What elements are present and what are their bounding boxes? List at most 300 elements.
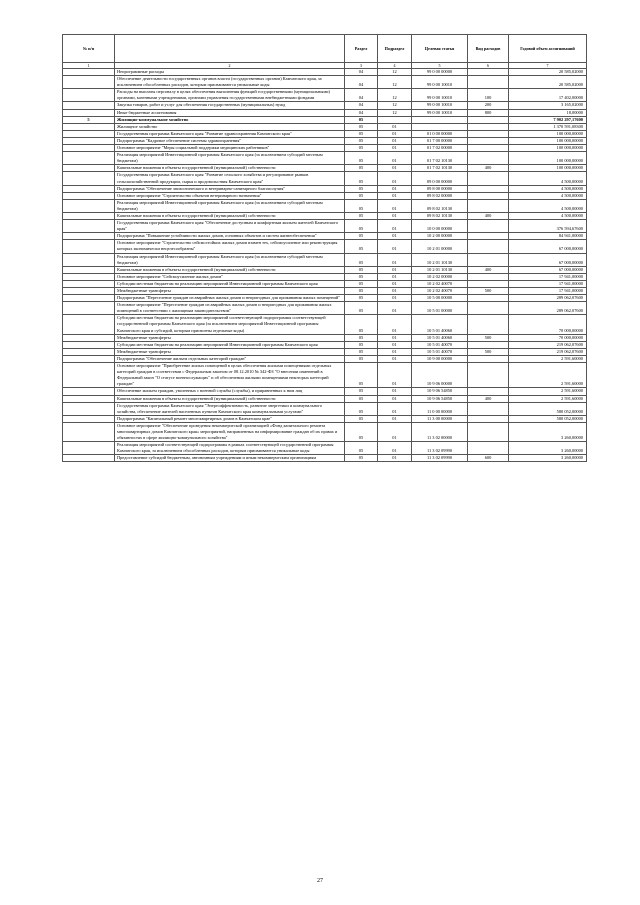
row-description: Жилищно-коммунальное хозяйство [115, 116, 345, 123]
budget-table-sheet [62, 34, 586, 462]
row-number [63, 455, 115, 462]
row-section: 04 [345, 89, 378, 102]
row-target-article: 99 0 00 10010 [412, 89, 468, 102]
row-section: 04 [345, 76, 378, 89]
table-row [63, 89, 587, 102]
row-number [63, 185, 115, 192]
table-row [63, 145, 587, 152]
row-number [63, 355, 115, 362]
row-target-article: 99 0 00 10010 [412, 102, 468, 109]
row-number [63, 123, 115, 130]
row-description: Государственная программа Камчатского края "Энергоэффективность, развитие энергетики и коммунального хозяйства, обеспечение жителей населенных пунктов Камчатского края коммунальными услугами" [115, 402, 345, 415]
row-description: Непрограммные расходы [115, 69, 345, 76]
row-target-article: 10 2 02 00000 [412, 273, 468, 280]
row-expense-type [468, 422, 509, 441]
row-number [63, 145, 115, 152]
row-subsection: 12 [378, 69, 412, 76]
row-amount: 289 062,07600 [509, 302, 587, 315]
row-subsection: 01 [378, 388, 412, 395]
table-row [63, 266, 587, 273]
row-target-article: 10 2 01 10130 [412, 266, 468, 273]
row-subsection: 01 [378, 334, 412, 341]
row-amount: 2 591,60000 [509, 363, 587, 388]
row-amount: 100 000,00000 [509, 145, 587, 152]
column-number: 2 [115, 63, 345, 69]
column-number: 3 [345, 63, 378, 69]
row-description: Капитальные вложения в объекты государственной (муниципальной) собственности [115, 395, 345, 402]
row-subsection: 01 [378, 402, 412, 415]
table-row [63, 233, 587, 240]
column-number: 7 [509, 63, 587, 69]
row-amount: 20 585,02000 [509, 69, 587, 76]
row-expense-type: 400 [468, 212, 509, 219]
row-section: 05 [345, 363, 378, 388]
row-target-article: 10 2 02 40070 [412, 288, 468, 295]
row-subsection: 01 [378, 240, 412, 253]
column-number: 1 [63, 63, 115, 69]
table-row [63, 116, 587, 123]
row-target-article: 09 8 02 10130 [412, 199, 468, 212]
row-expense-type [468, 295, 509, 302]
row-subsection: 01 [378, 455, 412, 462]
row-subsection [378, 116, 412, 123]
row-target-article: 10 5 01 40060 [412, 315, 468, 334]
row-subsection: 01 [378, 302, 412, 315]
row-section: 05 [345, 341, 378, 348]
row-number [63, 253, 115, 266]
row-subsection: 01 [378, 137, 412, 144]
row-subsection: 01 [378, 348, 412, 355]
row-subsection: 01 [378, 266, 412, 273]
table-row [63, 240, 587, 253]
row-expense-type [468, 388, 509, 395]
row-section: 05 [345, 348, 378, 355]
row-target-article: 10 5 01 40070 [412, 348, 468, 355]
header-section: Раздел [345, 35, 378, 63]
row-number [63, 130, 115, 137]
row-subsection: 01 [378, 212, 412, 219]
row-section: 04 [345, 109, 378, 116]
row-amount: 3 260,00000 [509, 442, 587, 455]
row-description: Субсидии местным бюджетам на реализацию мероприятий Инвестиционной программы Камчатского края [115, 341, 345, 348]
row-section: 04 [345, 102, 378, 109]
table-row [63, 212, 587, 219]
row-amount: 4 500,00000 [509, 199, 587, 212]
row-expense-type [468, 415, 509, 422]
row-target-article: 10 2 02 40070 [412, 280, 468, 287]
column-number: 5 [412, 63, 468, 69]
row-expense-type [468, 315, 509, 334]
row-amount: 84 941,00000 [509, 233, 587, 240]
row-subsection: 01 [378, 288, 412, 295]
row-description: Подпрограмма "Капитальный ремонт многоквартирных домов в Камчатском крае" [115, 415, 345, 422]
table-row [63, 341, 587, 348]
table-row [63, 355, 587, 362]
row-target-article: 10 5 01 40070 [412, 341, 468, 348]
row-expense-type: 200 [468, 102, 509, 109]
row-target-article: 10 2 01 00000 [412, 240, 468, 253]
row-number [63, 102, 115, 109]
column-number: 4 [378, 63, 412, 69]
row-amount: 100 000,00000 [509, 152, 587, 165]
row-expense-type [468, 240, 509, 253]
row-number [63, 334, 115, 341]
row-subsection: 01 [378, 145, 412, 152]
header-volume: Годовой объем ассигнований [509, 35, 587, 63]
row-target-article: 11 3 02 09990 [412, 442, 468, 455]
row-subsection: 01 [378, 341, 412, 348]
row-amount: 4 500,00000 [509, 212, 587, 219]
row-subsection: 01 [378, 442, 412, 455]
row-description: Подпрограмма "Переселение граждан из аварийных жилых домов и непригодных для проживания жилых помещений" [115, 295, 345, 302]
row-description: Обеспечение жильем граждан, уволенных с военной службы (службы), и приравненных к ним лиц [115, 388, 345, 395]
row-description: Основное мероприятие "Обеспечение проведения некоммерческой организацией «Фонд капитального ремонта многоквартирных домов Камчатского края» мероприятий, направленных на информирование граждан об их правах и обязанностях в сфере жилищно-коммунального хозяйства" [115, 422, 345, 441]
row-target-article: 10 0 00 00000 [412, 220, 468, 233]
row-expense-type [468, 116, 509, 123]
row-section: 05 [345, 455, 378, 462]
row-number [63, 395, 115, 402]
table-row [63, 415, 587, 422]
row-section: 05 [345, 137, 378, 144]
row-description: Предоставление субсидий бюджетным, автономным учреждениям и иным некоммерческим организациям [115, 455, 345, 462]
row-subsection: 01 [378, 123, 412, 130]
row-section: 05 [345, 192, 378, 199]
row-expense-type [468, 199, 509, 212]
row-number [63, 315, 115, 334]
row-amount: 580 052,00000 [509, 415, 587, 422]
row-number [63, 341, 115, 348]
row-description: Капитальные вложения в объекты государственной (муниципальной) собственности [115, 266, 345, 273]
row-target-article: 10 5 00 00000 [412, 295, 468, 302]
row-expense-type [468, 76, 509, 89]
row-section: 05 [345, 185, 378, 192]
row-description: Основное мероприятие "Меры социальной поддержки медицинских работников" [115, 145, 345, 152]
row-description: Реализация мероприятий соответствующей подпрограммы в рамках соответствующей государственной программы Камчатского края, за исключением обособленных расходов, которым присваиваются уникальные коды [115, 442, 345, 455]
table-row [63, 199, 587, 212]
row-number [63, 295, 115, 302]
row-section: 05 [345, 288, 378, 295]
table-row [63, 130, 587, 137]
row-target-article: 11 3 02 09990 [412, 455, 468, 462]
row-subsection: 01 [378, 280, 412, 287]
row-section: 05 [345, 220, 378, 233]
row-section: 05 [345, 130, 378, 137]
row-section: 05 [345, 442, 378, 455]
row-section: 05 [345, 116, 378, 123]
table-row [63, 422, 587, 441]
row-target-article: 01 7 00 00000 [412, 137, 468, 144]
table-row [63, 273, 587, 280]
row-subsection: 01 [378, 415, 412, 422]
row-section: 05 [345, 152, 378, 165]
row-expense-type [468, 220, 509, 233]
row-subsection: 12 [378, 76, 412, 89]
row-amount: 2 591,60000 [509, 395, 587, 402]
row-section: 05 [345, 315, 378, 334]
table-row [63, 137, 587, 144]
row-target-article [412, 116, 468, 123]
row-description: Основное мероприятие "Переселение граждан из аварийных жилых домов и непригодных для проживания жилых помещений в соответствии с жилищным законодательством" [115, 302, 345, 315]
row-number [63, 266, 115, 273]
row-amount: 67 000,00000 [509, 266, 587, 273]
row-target-article: 09 8 02 00000 [412, 192, 468, 199]
row-subsection: 01 [378, 315, 412, 334]
row-target-article: 10 2 00 00000 [412, 233, 468, 240]
row-expense-type [468, 69, 509, 76]
row-description: Капитальные вложения в объекты государственной (муниципальной) собственности [115, 212, 345, 219]
row-target-article: 10 9 00 00000 [412, 355, 468, 362]
row-expense-type: 500 [468, 288, 509, 295]
row-section: 05 [345, 233, 378, 240]
table-row [63, 442, 587, 455]
table-row [63, 172, 587, 185]
row-amount: 4 500,00000 [509, 185, 587, 192]
table-row [63, 388, 587, 395]
row-expense-type [468, 233, 509, 240]
table-row [63, 220, 587, 233]
row-number [63, 348, 115, 355]
row-subsection: 12 [378, 102, 412, 109]
row-description: Межбюджетные трансферты [115, 348, 345, 355]
table-row [63, 402, 587, 415]
header-expense-type: Вид расходов [468, 35, 509, 63]
table-row [63, 192, 587, 199]
row-section: 05 [345, 415, 378, 422]
row-number [63, 233, 115, 240]
row-subsection: 01 [378, 199, 412, 212]
table-row [63, 123, 587, 130]
row-number [63, 422, 115, 441]
row-description: Реализация мероприятий Инвестиционной программы Камчатского края (за исключением субсидий местным бюджетам) [115, 199, 345, 212]
row-amount: 7 902 297,17600 [509, 116, 587, 123]
row-section: 04 [345, 69, 378, 76]
row-subsection: 01 [378, 395, 412, 402]
table-row [63, 253, 587, 266]
row-section: 05 [345, 422, 378, 441]
row-description: Государственная программа Камчатского края "Развитие здравоохранения Камчатского края" [115, 130, 345, 137]
table-row [63, 302, 587, 315]
row-expense-type [468, 130, 509, 137]
header-name [115, 35, 345, 63]
table-row [63, 455, 587, 462]
row-expense-type [468, 152, 509, 165]
row-amount: 2 591,60000 [509, 388, 587, 395]
row-description: Субсидии местным бюджетам на реализацию мероприятий соответствующей подпрограммы соответствующей государственной программы Камчатского края (за исключением мероприятий Инвестиционной программы Камчатского края и субсидий, которым присвоены отдельные коды) [115, 315, 345, 334]
table-row [63, 69, 587, 76]
row-number [63, 388, 115, 395]
table-row [63, 152, 587, 165]
row-target-article: 09 0 00 00000 [412, 172, 468, 185]
row-subsection: 12 [378, 109, 412, 116]
table-row [63, 295, 587, 302]
row-expense-type [468, 123, 509, 130]
table-body [63, 69, 587, 462]
row-expense-type [468, 341, 509, 348]
row-expense-type: 400 [468, 165, 509, 172]
row-expense-type: 800 [468, 109, 509, 116]
row-number [63, 137, 115, 144]
row-description: Расходы на выплаты персоналу в целях обеспечения выполнения функций государственными (муниципальными) органами, казенными учреждениями, органами управления государственными внебюджетными фондами [115, 89, 345, 102]
row-number [63, 152, 115, 165]
row-amount: 17 941,00000 [509, 280, 587, 287]
row-amount: 17 941,00000 [509, 288, 587, 295]
row-amount: 17 402,00000 [509, 89, 587, 102]
row-amount: 219 062,07600 [509, 341, 587, 348]
row-expense-type [468, 280, 509, 287]
row-section: 05 [345, 199, 378, 212]
row-description: Закупка товаров, работ и услуг для обеспечения государственных (муниципальных) нужд [115, 102, 345, 109]
row-amount: 289 062,07600 [509, 295, 587, 302]
row-subsection: 01 [378, 152, 412, 165]
row-description: Государственная программа Камчатского края "Обеспечение доступным и комфортным жильем жителей Камчатского края" [115, 220, 345, 233]
row-expense-type [468, 192, 509, 199]
table-row [63, 165, 587, 172]
table-row [63, 109, 587, 116]
row-amount: 70 000,00000 [509, 334, 587, 341]
table-row [63, 102, 587, 109]
row-subsection: 12 [378, 89, 412, 102]
row-expense-type [468, 442, 509, 455]
row-amount: 100 000,00000 [509, 165, 587, 172]
row-amount: 580 052,00000 [509, 402, 587, 415]
row-expense-type [468, 302, 509, 315]
row-section: 05 [345, 172, 378, 185]
row-number [63, 273, 115, 280]
row-subsection: 01 [378, 220, 412, 233]
row-description: Подпрограмма "Обеспечение эпизоотического и ветеринарно-санитарного благополучия" [115, 185, 345, 192]
table-row [63, 185, 587, 192]
row-section: 05 [345, 145, 378, 152]
table-row [63, 363, 587, 388]
row-subsection: 01 [378, 233, 412, 240]
row-expense-type [468, 145, 509, 152]
row-amount: 2 591,60000 [509, 355, 587, 362]
table-row [63, 348, 587, 355]
row-target-article: 09 8 00 00000 [412, 185, 468, 192]
row-description: Реализация мероприятий Инвестиционной программы Камчатского края (за исключением субсидий местным бюджетам) [115, 152, 345, 165]
row-target-article: 10 5 01 00000 [412, 302, 468, 315]
row-subsection: 01 [378, 185, 412, 192]
row-amount: 18,00000 [509, 109, 587, 116]
row-section: 05 [345, 280, 378, 287]
row-section: 05 [345, 388, 378, 395]
row-amount: 3 165,02000 [509, 102, 587, 109]
row-target-article: 01 7 02 10130 [412, 165, 468, 172]
row-expense-type [468, 402, 509, 415]
table-row [63, 315, 587, 334]
row-amount: 4 500,00000 [509, 192, 587, 199]
table-header-row [63, 35, 587, 63]
row-number [63, 280, 115, 287]
column-number: 6 [468, 63, 509, 69]
row-section: 05 [345, 212, 378, 219]
row-section: 05 [345, 273, 378, 280]
row-expense-type [468, 253, 509, 266]
row-description: Подпрограмма "Обеспечение жильем отдельных категорий граждан" [115, 355, 345, 362]
row-target-article: 99 0 00 10010 [412, 109, 468, 116]
row-expense-type [468, 355, 509, 362]
row-amount: 219 062,07600 [509, 348, 587, 355]
row-section: 05 [345, 266, 378, 273]
row-target-article: 11 3 02 00000 [412, 422, 468, 441]
row-amount: 100 000,00000 [509, 130, 587, 137]
row-expense-type: 100 [468, 89, 509, 102]
row-number [63, 415, 115, 422]
row-amount: 70 000,00000 [509, 315, 587, 334]
row-number [63, 165, 115, 172]
row-description: Основное мероприятие "Строительство объектов ветеринарного назначения" [115, 192, 345, 199]
row-amount: 20 585,02000 [509, 76, 587, 89]
row-description: Субсидии местным бюджетам на реализацию мероприятий Инвестиционной программы Камчатского края [115, 280, 345, 287]
row-subsection: 01 [378, 130, 412, 137]
row-target-article [412, 123, 468, 130]
budget-table [62, 34, 587, 462]
row-target-article: 10 9 06 00000 [412, 363, 468, 388]
row-number [63, 212, 115, 219]
page-number: 27 [317, 878, 323, 884]
row-number [63, 220, 115, 233]
row-target-article: 01 0 00 00000 [412, 130, 468, 137]
row-amount: 3 260,00000 [509, 455, 587, 462]
row-description: Основное мероприятие "Приобретение жилых помещений в целях обеспечения жилыми помещениями отдельных категорий граждан в соответствии с Федеральным законом от 08.12.2010 № 342-ФЗ "О внесении изменений в Федеральный закон "О статусе военнослужащих" и об обеспечении жилыми помещениями некоторых категорий граждан" [115, 363, 345, 388]
row-expense-type: 500 [468, 348, 509, 355]
header-subsection: Подраздел [378, 35, 412, 63]
row-section: 05 [345, 123, 378, 130]
header-target: Целевая статья [412, 35, 468, 63]
row-subsection: 01 [378, 165, 412, 172]
row-expense-type [468, 185, 509, 192]
row-number [63, 192, 115, 199]
row-target-article: 11 3 00 00000 [412, 415, 468, 422]
row-number [63, 109, 115, 116]
row-target-article: 99 0 00 00000 [412, 69, 468, 76]
row-section: 05 [345, 355, 378, 362]
row-section: 05 [345, 334, 378, 341]
row-number [63, 363, 115, 388]
row-section: 05 [345, 165, 378, 172]
row-description: Подпрограмма "Повышение устойчивости жилых домов, основных объектов и систем жизнеобеспечения" [115, 233, 345, 240]
row-subsection: 01 [378, 172, 412, 185]
row-amount: 67 000,00000 [509, 240, 587, 253]
row-number: 5 [63, 116, 115, 123]
row-number [63, 172, 115, 185]
row-section: 05 [345, 395, 378, 402]
row-section: 05 [345, 253, 378, 266]
row-subsection: 01 [378, 253, 412, 266]
row-subsection: 01 [378, 273, 412, 280]
row-description: Межбюджетные трансферты [115, 288, 345, 295]
row-description: Основное мероприятие "Строительство сейсмостойких жилых домов взамен тех, сейсмоусиление или реконструкция которых экономически нецелесообразны" [115, 240, 345, 253]
row-description: Жилищное хозяйство [115, 123, 345, 130]
table-row [63, 280, 587, 287]
table-row [63, 334, 587, 341]
row-description: Капитальные вложения в объекты государственной (муниципальной) собственности [115, 165, 345, 172]
header-num: № п/п [63, 35, 115, 63]
row-number [63, 302, 115, 315]
row-subsection: 01 [378, 422, 412, 441]
row-amount: 100 000,00000 [509, 137, 587, 144]
row-subsection: 01 [378, 355, 412, 362]
row-target-article: 09 8 02 10130 [412, 212, 468, 219]
row-description: Основное мероприятие "Сейсмоусиление жилых домов" [115, 273, 345, 280]
row-expense-type: 600 [468, 455, 509, 462]
row-target-article: 99 0 00 10010 [412, 76, 468, 89]
row-expense-type [468, 172, 509, 185]
row-description: Иные бюджетные ассигнования [115, 109, 345, 116]
row-number [63, 69, 115, 76]
row-expense-type [468, 273, 509, 280]
row-description: Подпрограмма "Кадровое обеспечение системы здравоохранения" [115, 137, 345, 144]
